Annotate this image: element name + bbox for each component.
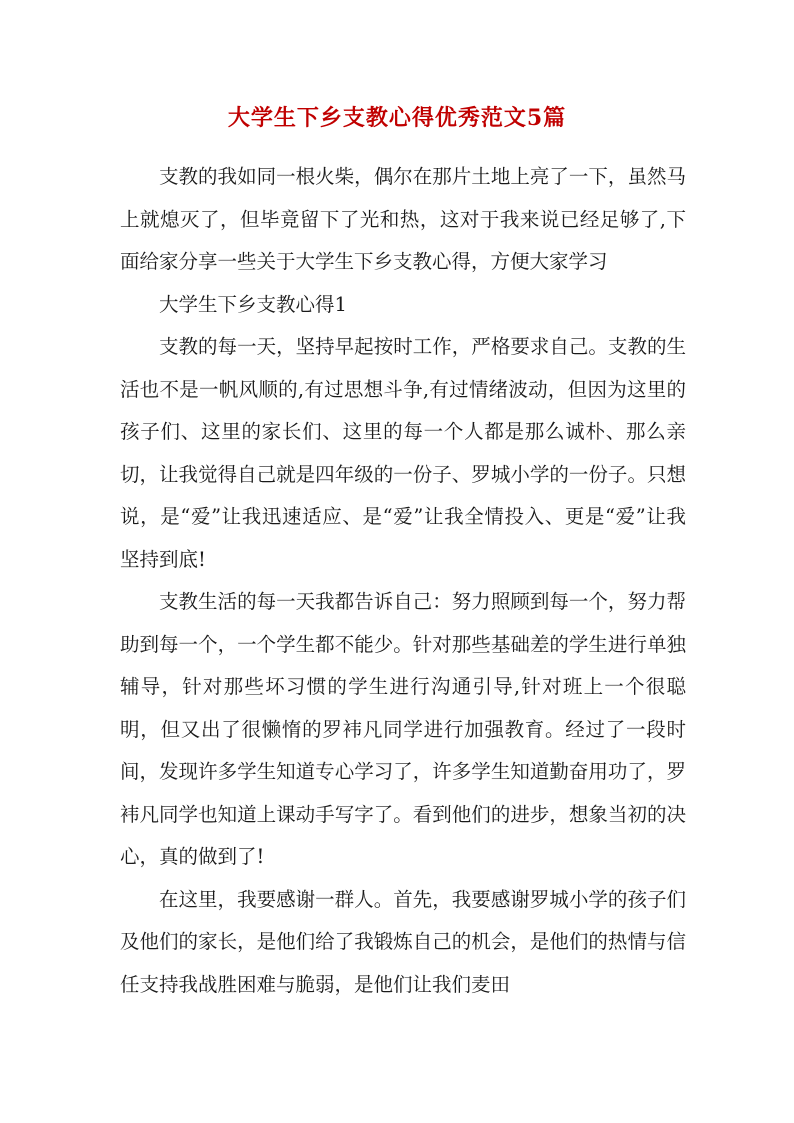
intro-paragraph: 支教的我如同一根火柴，偶尔在那片土地上亮了一下，虽然马上就熄灭了，但毕竟留下了光和热，这对于我来说已经足够了,下面给家分享一些关于大学生下乡支教心得，方便大家学习 [120, 165, 686, 273]
document-body [120, 156, 686, 1006]
section-heading: 大学生下乡支教心得1 [159, 292, 347, 316]
body-paragraph-1: 支教的每一天，坚持早起按时工作，严格要求自己。支教的生活也不是一帆风顺的,有过思想斗争,有过情绪波动，但因为这里的孩子们、这里的家长们、这里的每一个人都是那么诚朴、那么亲切，让我觉得自己就是四年级的一份子、罗城小学的一份子。只想说，是“爱”让我迅速适应、是“爱”让我全情投入、更是“爱”让我坚持到底! [120, 335, 686, 571]
body-paragraph-2: 支教生活的每一天我都告诉自己：努力照顾到每一个，努力帮助到每一个，一个学生都不能少。针对那些基础差的学生进行单独辅导，针对那些坏习惯的学生进行沟通引导,针对班上一个很聪明，但又出了很懒惰的罗袆凡同学进行加强教育。经过了一段时间，发现许多学生知道专心学习了，许多学生知道勤奋用功了，罗袆凡同学也知道上课动手写字了。看到他们的进步，想象当初的决心，真的做到了! [120, 590, 686, 868]
body-paragraph-3: 在这里，我要感谢一群人。首先，我要感谢罗城小学的孩子们及他们的家长，是他们给了我锻炼自己的机会，是他们的热情与信任支持我战胜困难与脆弱，是他们让我们麦田 [120, 887, 686, 996]
document-title: 大学生下乡支教心得优秀范文5篇 [227, 105, 567, 131]
